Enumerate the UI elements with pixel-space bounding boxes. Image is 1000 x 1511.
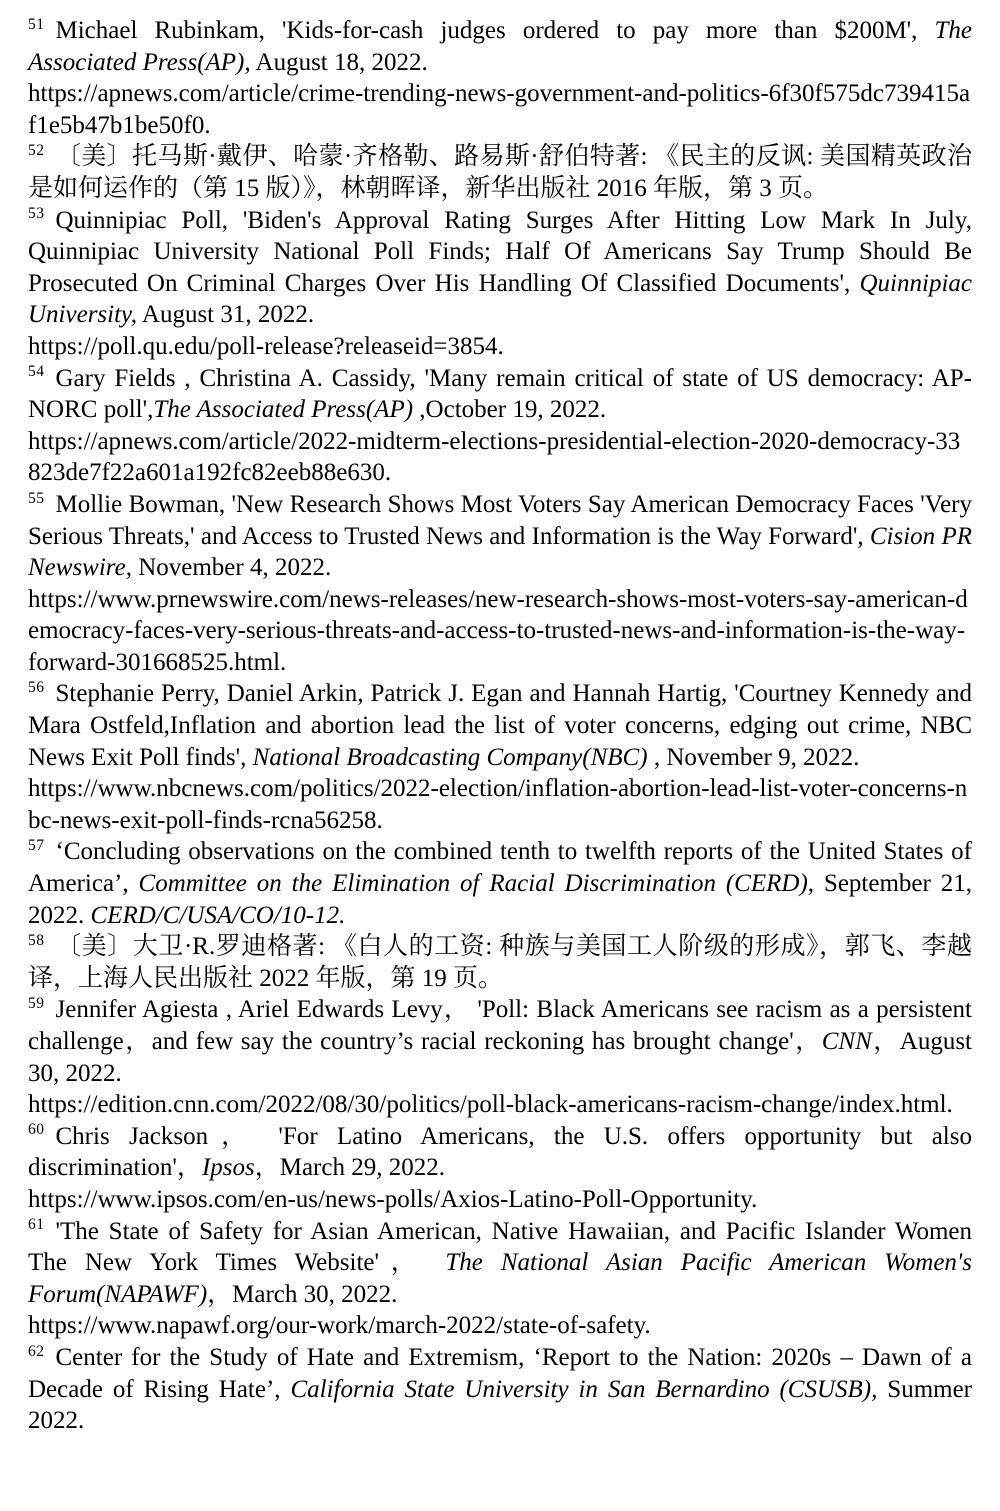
- footnote-text: Stephanie Perry, Daniel Arkin, Patrick J. Egan and Hannah Hartig, 'Courtney Kennedy and Mara Ostfeld,Inflation and abortion lead the list of voter concerns, edging out crime, NBC News Exit Poll finds',: [28, 680, 972, 771]
- footnote-text: Michael Rubinkam, 'Kids-for-cash judges ordered to pay more than $200M',: [55, 17, 935, 44]
- footnote-number: 55: [28, 489, 45, 507]
- footnote-51: [28, 15, 972, 141]
- url-text: https://apnews.com/article/2022-midterm-elections-presidential-election-2020-democracy-33823de7f22a601a192fc82eeb88e630.: [28, 427, 961, 487]
- footnote-text: Gary Fields , Christina A. Cassidy, 'Many remain critical of state of US democracy: AP-NORC poll',: [28, 364, 972, 424]
- footnote-text: ‘Concluding observations on the combined tenth to twelfth reports of the United States of America’,: [28, 838, 972, 898]
- source-title: CERD/C/USA/CO/10-12.: [90, 901, 346, 929]
- url-text: https://poll.qu.edu/poll-release?releaseid=3854.: [28, 332, 504, 360]
- url-text: https://apnews.com/article/crime-trending-news-government-and-politics-6f30f575dc739415af1e5b47b1be50f0.: [28, 80, 971, 139]
- footnote-text: August 31, 2022.: [137, 301, 315, 329]
- footnote-text: ，March 30, 2022.: [207, 1280, 398, 1308]
- footnote-text: August 18, 2022.: [250, 48, 428, 76]
- footnote-text: , November 9, 2022.: [647, 743, 860, 771]
- footnote-number: 51: [28, 15, 45, 33]
- source-title: National Broadcasting Company(NBC): [252, 743, 648, 771]
- footnote-number: 54: [28, 363, 45, 381]
- footnote-58: [28, 931, 972, 994]
- footnote-53: [28, 205, 972, 363]
- footnote-57: [28, 836, 972, 931]
- footnote-text: Chris Jackson， 'For Latino Americans, the U.S. offers opportunity but also discrimination'，: [28, 1122, 972, 1182]
- source-title: The Associated Press(AP): [153, 396, 414, 424]
- source-title: The Associated Press(AP),: [28, 17, 972, 76]
- source-title: Quinnipiac University,: [28, 269, 972, 329]
- footnote-text: 'The State of Safety for Asian American, Native Hawaiian, and Pacific Islander Women The New York Times Website'，: [28, 1217, 972, 1277]
- footnote-52: [28, 141, 972, 204]
- footnote-number: 59: [28, 995, 45, 1013]
- footnote-text: Mollie Bowman, 'New Research Shows Most Voters Say American Democracy Faces 'Very Serious Threats,' and Access to Trusted News and Information is the Way Forward',: [28, 490, 972, 550]
- source-title: The National Asian Pacific American Women's Forum(NAPAWF): [28, 1249, 972, 1308]
- footnotes-section: [28, 15, 972, 1437]
- footnote-text: Jennifer Agiesta , Ariel Edwards Levy， 'Poll: Black Americans see racism as a persistent challenge，and few say the country’s racial reckoning has brought change'，: [28, 996, 972, 1055]
- url-text: https://edition.cnn.com/2022/08/30/politics/poll-black-americans-racism-change/index.html.: [28, 1091, 953, 1119]
- footnote-number: 60: [28, 1121, 45, 1139]
- footnote-number: 56: [28, 679, 45, 697]
- footnote-text: Summer 2022.: [28, 1375, 973, 1435]
- source-title: Ipsos: [201, 1154, 255, 1182]
- footnote-number: 52: [28, 142, 45, 160]
- source-title: Cision PR Newswire,: [28, 522, 973, 582]
- footnote-number: 57: [28, 837, 45, 855]
- footnote-number: 58: [28, 931, 45, 949]
- footnote-62: [28, 1342, 972, 1437]
- footnote-text: ，August 30, 2022.: [28, 1028, 972, 1087]
- url-text: https://www.ipsos.com/en-us/news-polls/Axios-Latino-Poll-Opportunity.: [28, 1185, 758, 1213]
- footnote-54: [28, 363, 972, 489]
- footnote-55: [28, 489, 972, 679]
- url-text: https://www.napawf.org/our-work/march-2022/state-of-safety.: [28, 1312, 651, 1340]
- url-text: https://www.nbcnews.com/politics/2022-election/inflation-abortion-lead-list-voter-concerns-nbc-news-exit-poll-finds-rcna56258.: [28, 775, 968, 834]
- footnote-59: [28, 994, 972, 1120]
- footnote-number: 61: [28, 1216, 45, 1234]
- footnote-text: September 21, 2022.: [28, 870, 972, 929]
- footnote-number: 62: [28, 1342, 45, 1360]
- footnote-number: 53: [28, 205, 45, 223]
- footnote-text: Quinnipiac Poll, 'Biden's Approval Rating Surges After Hitting Low Mark In July, Quinnipiac University National Poll Finds; Half Of Americans Say Trump Should Be Prosecuted On Criminal Charges Over His Handling Of Classified Documents',: [28, 206, 972, 297]
- footnote-text: November 4, 2022.: [131, 554, 332, 582]
- footnote-56: [28, 678, 972, 836]
- footnote-60: [28, 1121, 972, 1216]
- source-title: Committee on the Elimination of Racial Discrimination (CERD),: [138, 870, 815, 898]
- footnote-text: 〔美〕托马斯·戴伊、哈蒙·齐格勒、路易斯·舒伯特著: 《民主的反讽: 美国精英政治是如何运作的（第 15 版）》，林朝晖译，新华出版社 2016 年版，第 3 页。: [28, 143, 972, 202]
- footnote-text: Center for the Study of Hate and Extremism, ‘Report to the Nation: 2020s – Dawn of a Decade of Rising Hate’,: [28, 1343, 972, 1403]
- footnote-text: 〔美〕大卫·R.罗迪格著: 《白人的工资: 种族与美国工人阶级的形成》，郭飞、李越译，上海人民出版社 2022 年版，第 19 页。: [28, 933, 972, 992]
- source-title: CNN: [821, 1028, 872, 1055]
- source-title: California State University in San Bernardino (CSUSB),: [290, 1375, 878, 1403]
- footnote-text: ,October 19, 2022.: [413, 396, 607, 424]
- url-text: https://www.prnewswire.com/news-releases/new-research-shows-most-voters-say-american-democracy-faces-very-serious-threats-and-access-to-trusted-news-and-information-is-the-way-forward-301668525.html.: [28, 585, 968, 676]
- footnote-text: ，March 29, 2022.: [254, 1154, 445, 1182]
- footnote-61: [28, 1216, 972, 1342]
